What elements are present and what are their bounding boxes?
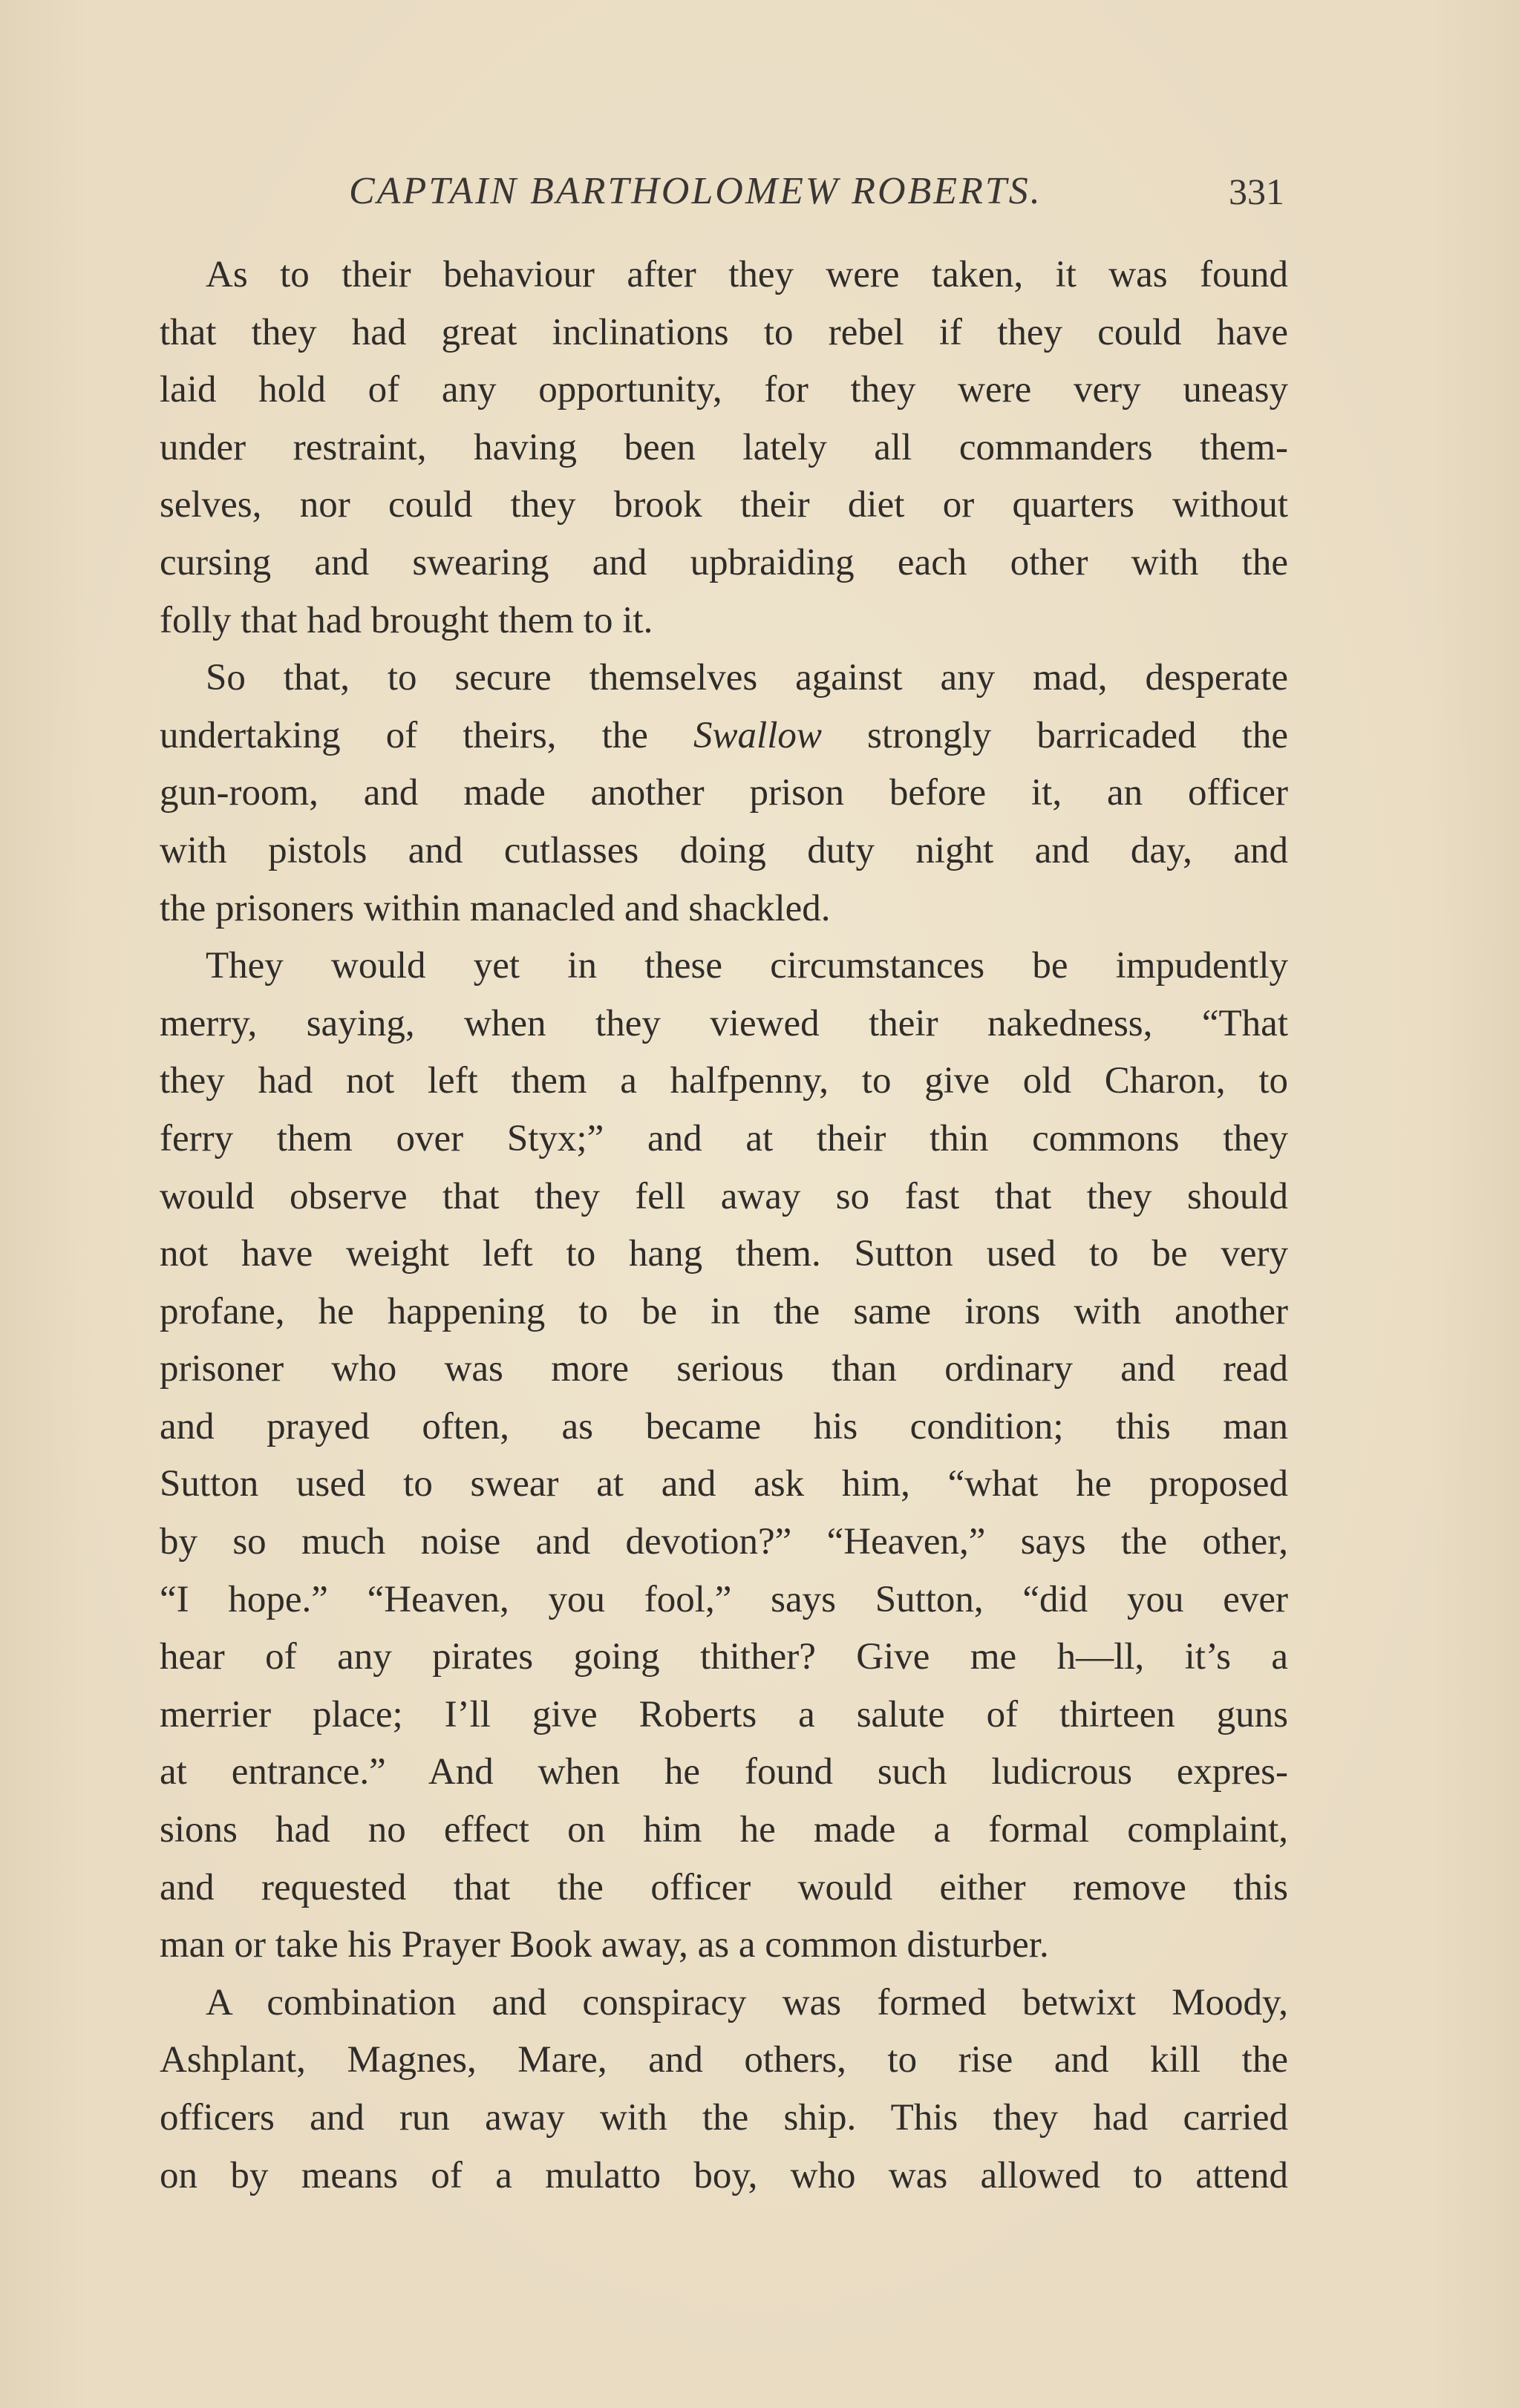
text-line: Ashplant, Magnes, Mare, and others, to rise and kill the [160, 2039, 1288, 2081]
text-segment: undertaking of theirs, the [160, 714, 694, 756]
text-line: merry, saying, when they viewed their nakedness, “That [160, 1002, 1288, 1044]
running-head [0, 162, 1519, 221]
text-line: folly that had brought them to it. [160, 599, 653, 641]
ship-name-swallow: Swallow [693, 714, 822, 756]
text-line: that they had great inclinations to rebel if they could have [160, 311, 1288, 353]
text-line: and requested that the officer would either remove this [160, 1866, 1288, 1908]
text-line: A combination and conspiracy was formed betwixt Moody, [206, 1981, 1288, 2023]
text-line: prisoner who was more serious than ordinary and read [160, 1348, 1288, 1390]
text-line: hear of any pirates going thither? Give me h—ll, it’s a [160, 1636, 1288, 1678]
text-segment: strongly barricaded the [821, 714, 1288, 756]
text-line: gun-room, and made another prison before it, an officer [160, 772, 1288, 814]
text-line: Sutton used to swear at and ask him, “what he proposed [160, 1463, 1288, 1505]
text-line: laid hold of any opportunity, for they were very uneasy [160, 369, 1288, 411]
text-line: with pistols and cutlasses doing duty night and day, and [160, 829, 1288, 871]
text-line: cursing and swearing and upbraiding each other with the [160, 541, 1288, 583]
text-line: on by means of a mulatto boy, who was allowed to attend [160, 2154, 1288, 2196]
text-line: at entrance.” And when he found such ludicrous expres- [160, 1751, 1288, 1793]
text-line: selves, nor could they brook their diet or quarters without [160, 484, 1288, 526]
text-line [160, 707, 1288, 765]
text-line: profane, he happening to be in the same irons with another [160, 1290, 1288, 1332]
text-line: As to their behaviour after they were taken, it was found [206, 254, 1288, 295]
text-line: So that, to secure themselves against any mad, desperate [206, 657, 1288, 699]
text-line: “I hope.” “Heaven, you fool,” says Sutton, “did you ever [160, 1578, 1288, 1620]
text-line: by so much noise and devotion?” “Heaven,” says the other, [160, 1521, 1288, 1563]
text-line: man or take his Prayer Book away, as a common disturber. [160, 1924, 1049, 1966]
text-line: would observe that they fell away so fast that they should [160, 1175, 1288, 1217]
page-number: 331 [1229, 171, 1284, 212]
text-line: the prisoners within manacled and shackled. [160, 887, 831, 929]
text-line: they had not left them a halfpenny, to give old Charon, to [160, 1060, 1288, 1102]
text-line: ferry them over Styx;” and at their thin commons they [160, 1117, 1288, 1159]
text-line: and prayed often, as became his condition; this man [160, 1405, 1288, 1447]
text-line: under restraint, having been lately all commanders them- [160, 426, 1288, 468]
running-title: CAPTAIN BARTHOLOMEW ROBERTS. [349, 170, 1042, 212]
text-line: not have weight left to hang them. Sutton used to be very [160, 1233, 1288, 1275]
text-line: merrier place; I’ll give Roberts a salute of thirteen guns [160, 1693, 1288, 1735]
body-text [160, 246, 1288, 2205]
text-line: officers and run away with the ship. This they had carried [160, 2097, 1288, 2139]
text-line: They would yet in these circumstances be impudently [206, 945, 1288, 987]
text-line: sions had no effect on him he made a formal complaint, [160, 1809, 1288, 1851]
